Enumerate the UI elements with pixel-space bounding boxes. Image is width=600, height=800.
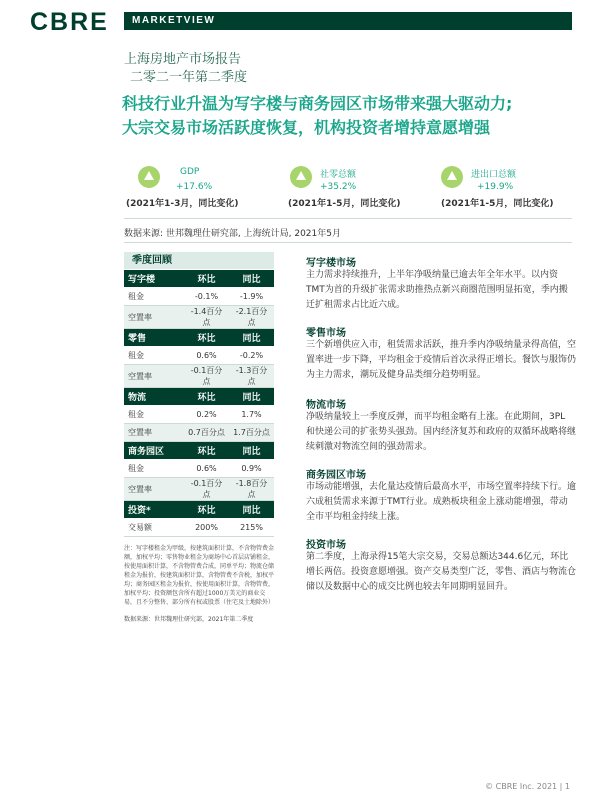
col-yoy: 同比 bbox=[229, 501, 274, 519]
kpi-gdp bbox=[126, 166, 288, 210]
table-row bbox=[124, 306, 274, 329]
arrow-up-icon bbox=[138, 166, 160, 188]
row-label: 空置率 bbox=[124, 306, 184, 329]
section-investment-body: 第二季度，上海录得15笔大宗交易，交易总额达344.6亿元，环比增长两倍。投资意愿增强。资产交易类型广泛，零售、酒店与物流仓储以及数据中心的成交比例也较去年同期明显回升。 bbox=[306, 552, 577, 592]
row-qoq: -0.1百分点 bbox=[184, 365, 229, 388]
kpi-value: +17.6% bbox=[176, 182, 213, 192]
group-header bbox=[124, 388, 274, 406]
row-qoq: -0.1% bbox=[184, 288, 229, 306]
kpi-label: 进出口总额 bbox=[471, 170, 517, 180]
group-name: 写字楼 bbox=[124, 270, 184, 288]
footnote: 注：写字楼租金为甲级，按建筑面积计算，不含物管费金额，加权平均；零售物业租金为商场中心首层店铺租金，按使用面积计算，不含物管费合成，同单平均；物流仓储租金为报价，按建筑面积计算，含物管费不含税，加权平均；商务园区租金为报价，按使用面积计算，含物管费，加权平均；投资额包含所有超过1000万美元的商业交易，且不分整售、部分所有权或股票（住宅及土地除外） bbox=[124, 545, 275, 606]
kpi-value: +35.2% bbox=[320, 182, 357, 192]
report-subtitle: 二零二一年第二季度 bbox=[130, 70, 248, 85]
divider bbox=[124, 218, 572, 219]
group-header bbox=[124, 329, 274, 347]
row-qoq: 0.6% bbox=[184, 460, 229, 478]
row-label: 空置率 bbox=[124, 424, 184, 442]
kpi-label: 社零总额 bbox=[320, 170, 357, 180]
headline bbox=[122, 92, 592, 140]
group-name: 物流 bbox=[124, 388, 184, 406]
group-name: 投资* bbox=[124, 501, 184, 519]
page-footer: © CBRE Inc. 2021 | 1 bbox=[485, 782, 570, 791]
table-row bbox=[124, 347, 274, 365]
row-yoy: -2.1百分点 bbox=[229, 306, 274, 329]
kpi-trade bbox=[441, 166, 591, 210]
row-label: 租金 bbox=[124, 460, 184, 478]
marketview-banner bbox=[124, 12, 572, 30]
col-yoy: 同比 bbox=[229, 329, 274, 347]
report-title: 上海房地产市场报告 bbox=[124, 52, 242, 67]
group-header bbox=[124, 442, 274, 460]
banner-text: MARKETVIEW bbox=[132, 15, 216, 26]
section-logistics-title: 物流市场 bbox=[306, 400, 346, 411]
kpi-note: (2021年1-3月，同比变化) bbox=[126, 199, 239, 209]
table-row bbox=[124, 424, 274, 442]
group-header bbox=[124, 501, 274, 519]
group-header bbox=[124, 270, 274, 288]
col-qoq: 环比 bbox=[184, 501, 229, 519]
section-business-park-body: 市场动能增强，去化量达疫情后最高水平，市场空置率持续下行。逾六成租赁需求来源于TMT行业。成熟板块租金上涨动能增强，带动全市平均租金持续上涨。 bbox=[306, 482, 577, 522]
row-label: 空置率 bbox=[124, 365, 184, 388]
row-yoy: -1.3百分点 bbox=[229, 365, 274, 388]
row-qoq: -1.4百分点 bbox=[184, 306, 229, 329]
kpi-value: +19.9% bbox=[477, 182, 514, 192]
col-qoq: 环比 bbox=[184, 442, 229, 460]
review-table bbox=[124, 270, 274, 537]
row-qoq: 0.2% bbox=[184, 406, 229, 424]
footnote-source: 数据来源：世邦魏理仕研究部，2021年第二季度 bbox=[124, 616, 254, 623]
row-qoq: 0.7百分点 bbox=[184, 424, 229, 442]
section-retail-body: 三个新增供应入市，租赁需求活跃，推升季内净吸纳量录得高值，空置率进一步下降，平均租金于疫情后首次录得正增长。餐饮与服饰仍为主力需求，潮玩及健身品类细分趋势明显。 bbox=[306, 340, 577, 380]
row-label: 空置率 bbox=[124, 478, 184, 501]
col-yoy: 同比 bbox=[229, 388, 274, 406]
row-qoq: 0.6% bbox=[184, 347, 229, 365]
review-title: 季度回顾 bbox=[124, 252, 274, 269]
divider bbox=[124, 242, 572, 243]
kpi-note: (2021年1-5月，同比变化) bbox=[288, 199, 401, 209]
row-yoy: 0.9% bbox=[229, 460, 274, 478]
headline-line-2: 大宗交易市场活跃度恢复，机构投资者增持意愿增强 bbox=[122, 118, 491, 137]
col-qoq: 环比 bbox=[184, 329, 229, 347]
table-row bbox=[124, 478, 274, 501]
row-label: 租金 bbox=[124, 288, 184, 306]
row-yoy: 1.7% bbox=[229, 406, 274, 424]
col-yoy: 同比 bbox=[229, 442, 274, 460]
row-yoy: 1.7百分点 bbox=[229, 424, 274, 442]
cbre-logo: CBRE bbox=[30, 8, 109, 36]
table-row bbox=[124, 288, 274, 306]
arrow-up-icon bbox=[290, 166, 312, 188]
data-source: 数据来源: 世邦魏理仕研究部, 上海统计局, 2021年5月 bbox=[124, 229, 341, 239]
row-yoy: -0.2% bbox=[229, 347, 274, 365]
kpi-label: GDP bbox=[180, 167, 200, 177]
arrow-up-icon bbox=[441, 166, 463, 188]
row-label: 租金 bbox=[124, 347, 184, 365]
headline-line-1: 科技行业升温为写字楼与商务园区市场带来强大驱动力; bbox=[122, 94, 513, 113]
row-yoy: -1.8百分点 bbox=[229, 478, 274, 501]
table-row bbox=[124, 460, 274, 478]
row-qoq: -0.1百分点 bbox=[184, 478, 229, 501]
row-label: 交易额 bbox=[124, 519, 184, 537]
kpi-note: (2021年1-5月，同比变化) bbox=[441, 199, 554, 209]
table-row bbox=[124, 365, 274, 388]
kpi-retail-sales bbox=[290, 166, 440, 210]
row-label: 租金 bbox=[124, 406, 184, 424]
section-logistics-body: 净吸纳量较上一季度反弹，而平均租金略有上涨。在此期间，3PL 和快递公司的扩张势头强劲。国内经济复苏和政府的双循环战略将继续刺激对物流空间的强劲需求。 bbox=[306, 412, 577, 452]
row-yoy: 215% bbox=[229, 519, 274, 537]
row-qoq: 200% bbox=[184, 519, 229, 537]
group-name: 零售 bbox=[124, 329, 184, 347]
group-name: 商务园区 bbox=[124, 442, 184, 460]
section-business-park-title: 商务园区市场 bbox=[306, 470, 366, 481]
table-row bbox=[124, 519, 274, 537]
col-yoy: 同比 bbox=[229, 270, 274, 288]
row-yoy: -1.9% bbox=[229, 288, 274, 306]
section-office-body: 主力需求持续推升，上半年净吸纳量已逾去年全年水平。以内资TMT为首的升级扩张需求助推热点新兴商圈范围明显拓宽，季内搬迁扩租需求占比近六成。 bbox=[306, 270, 568, 310]
table-row bbox=[124, 406, 274, 424]
col-qoq: 环比 bbox=[184, 388, 229, 406]
section-investment-title: 投资市场 bbox=[306, 540, 346, 551]
col-qoq: 环比 bbox=[184, 270, 229, 288]
section-retail-title: 零售市场 bbox=[306, 328, 346, 339]
section-office-title: 写字楼市场 bbox=[306, 258, 356, 269]
